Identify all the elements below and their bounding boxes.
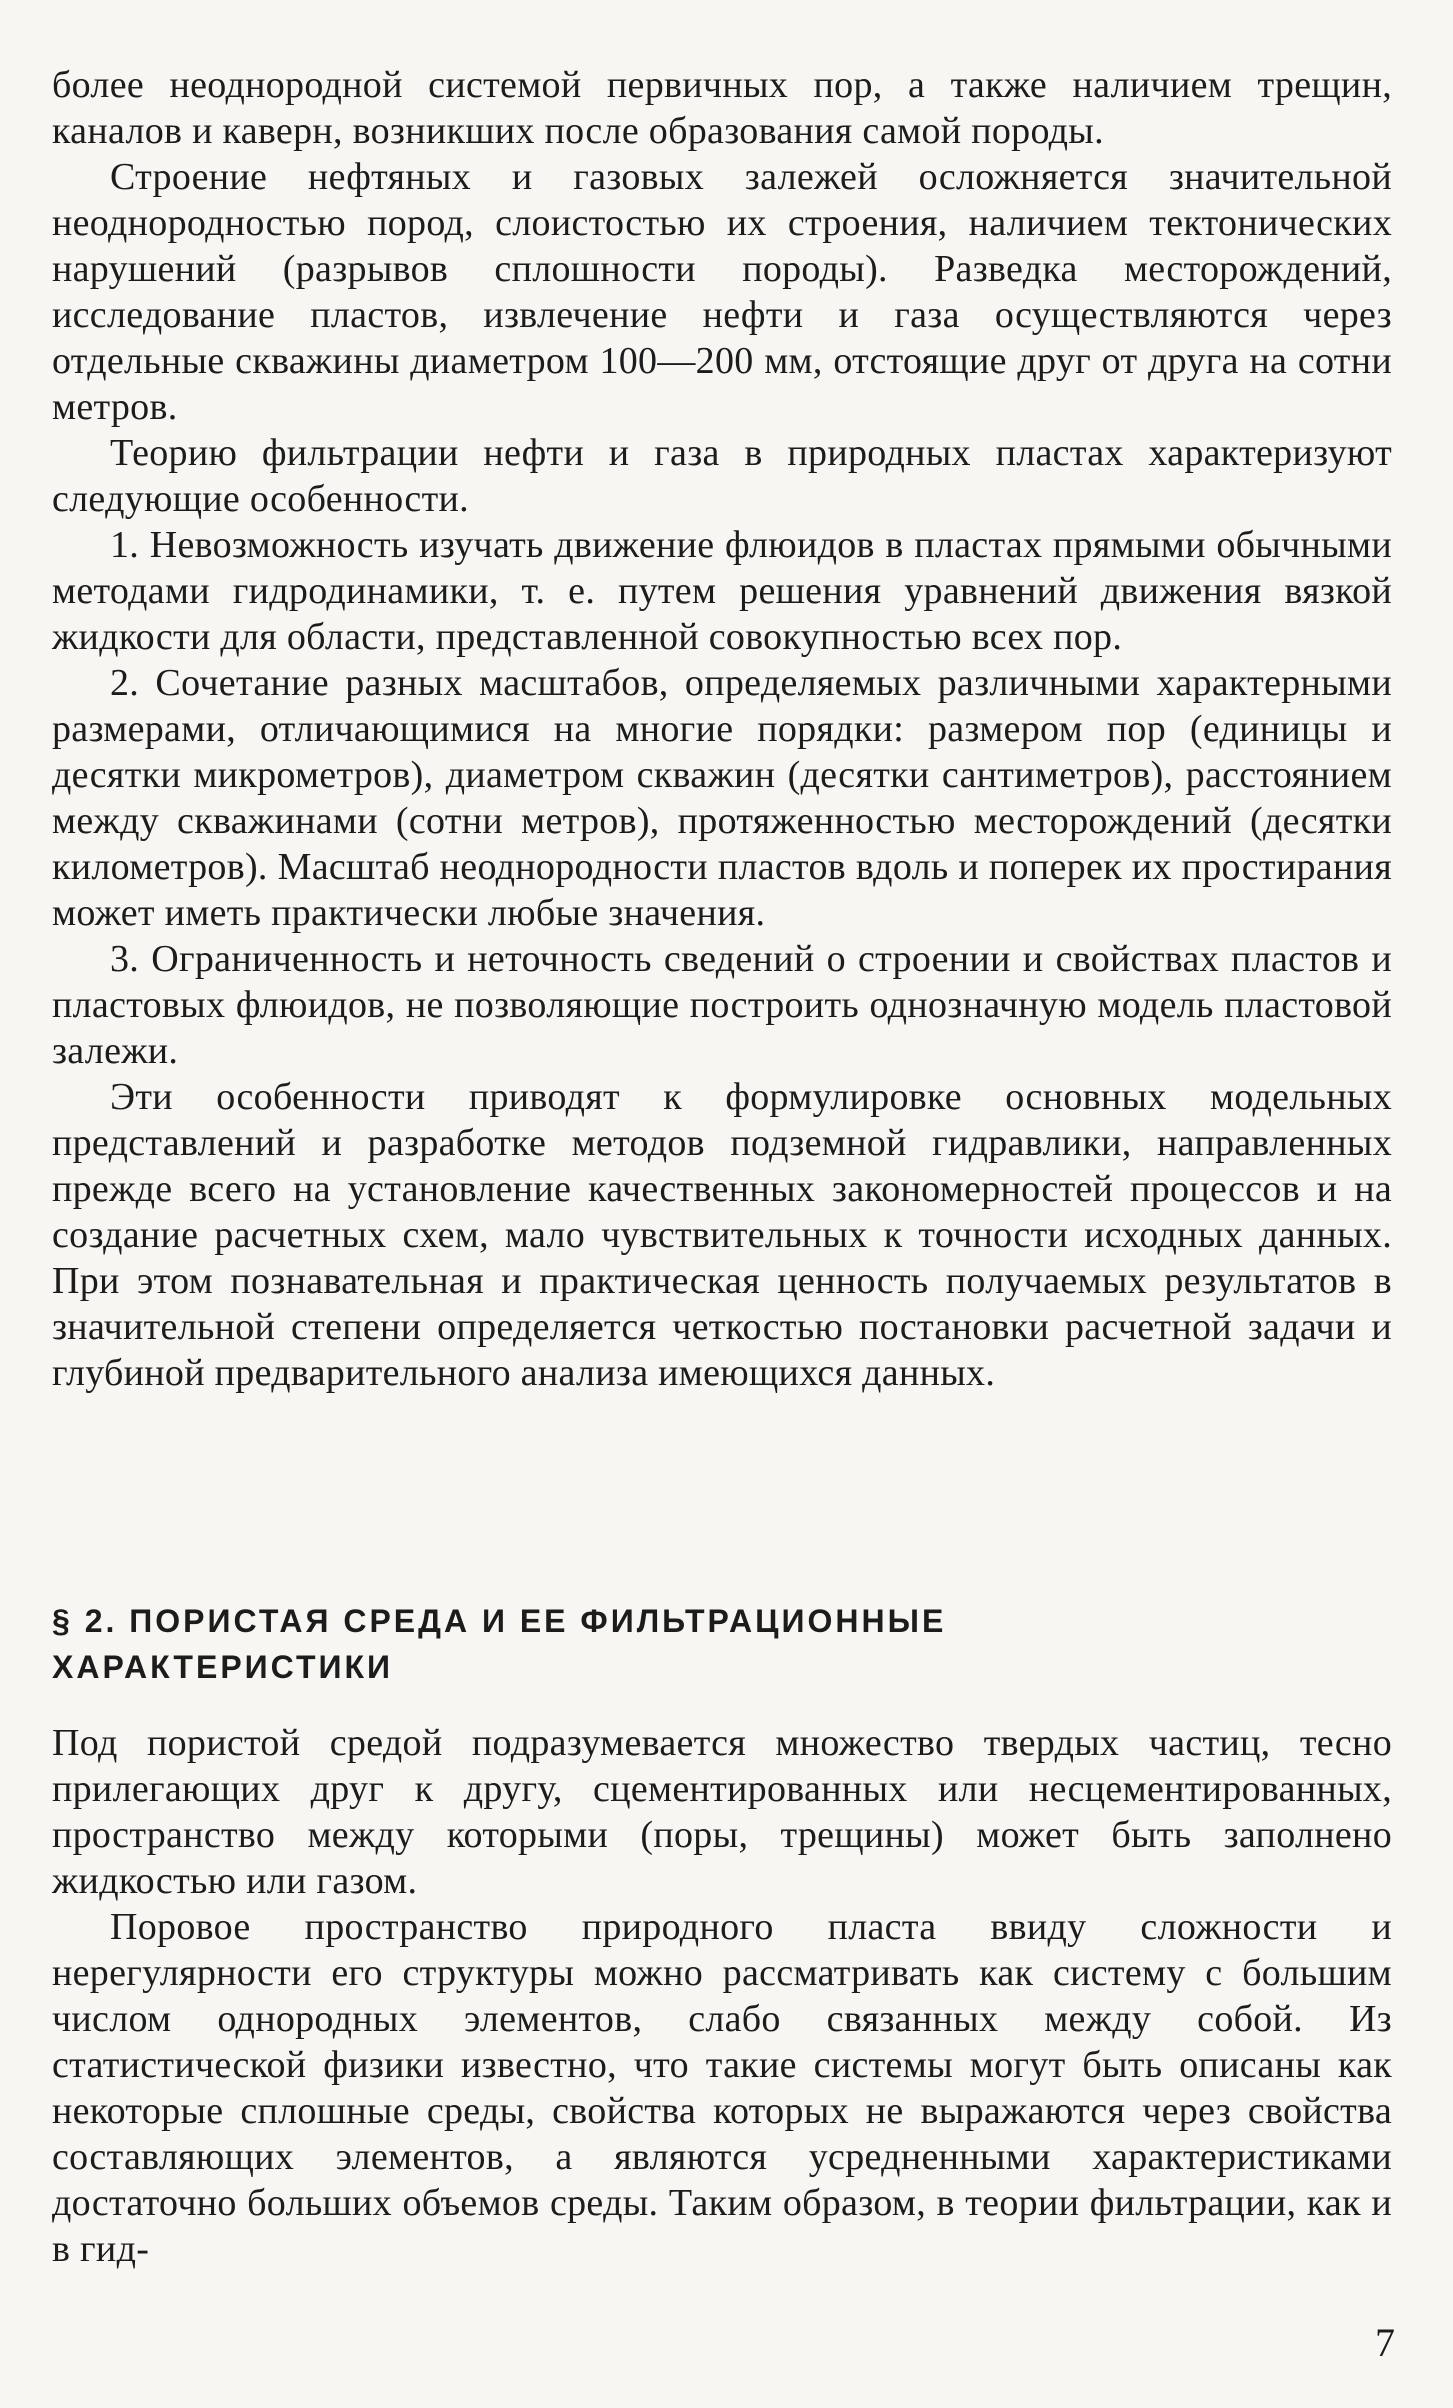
page-number: 7 [1375,2320,1395,2365]
section-heading [52,1598,1392,1690]
paragraph-conclusion: Эти особенности приводят к формулировке основных модельных представлений и разработке методов подземной гидравлики, направленных прежде всего на установление качественных закономерностей процессов и на создание расчетных схем, мало чувствительных к точности исходных данных. При этом познавательная и практическая ценность получаемых результатов в значительной степени определяется четкостью постановки расчетной задачи и глубиной предварительного анализа имеющихся данных. [52,1076,1392,1394]
paragraph-continuation: более неоднородной системой первичных пор, а также наличием трещин, каналов и каверн, возникших после образования самой породы. [52,64,1392,152]
paragraph-theory-features-intro: Теорию фильтрации нефти и газа в природных пластах характеризуют следующие особенности. [52,432,1392,520]
text-block-top [52,62,1392,1396]
section-heading-line-1: § 2. ПОРИСТАЯ СРЕДА И ЕЕ ФИЛЬТРАЦИОННЫЕ [52,1603,947,1639]
paragraph-deposit-structure: Строение нефтяных и газовых залежей осложняется значительной неоднородностью пород, слоистостью их строения, наличием тектонических нарушений (разрывов сплошности породы). Разведка месторождений, исследование пластов, извлечение нефти и газа осуществляются через отдельные скважины диаметром 100—200 мм, отстоящие друг от друга на сотни метров. [52,156,1392,428]
list-item-3: 3. Ограниченность и неточность сведений о строении и свойствах пластов и пластовых флюидов, не позволяющие построить однозначную модель пластовой залежи. [52,938,1392,1072]
list-item-2: 2. Сочетание разных масштабов, определяемых различными характерными размерами, отличающимися на многие порядки: размером пор (единицы и десятки микрометров), диаметром скважин (десятки сантиметров), расстоянием между скважинами (сотни метров), протяженностью месторождений (десятки километров). Масштаб неоднородности пластов вдоль и поперек их простирания может иметь практически любые значения. [52,662,1392,934]
list-item-1: 1. Невозможность изучать движение флюидов в пластах прямыми обычными методами гидродинамики, т. е. путем решения уравнений движения вязкой жидкости для области, представленной совокупностью всех пор. [52,524,1392,658]
section-heading-line-2: ХАРАКТЕРИСТИКИ [52,1649,394,1685]
paragraph-pore-space: Поровое пространство природного пласта ввиду сложности и нерегулярности его структуры можно рассматривать как систему с большим числом однородных элементов, слабо связанных между собой. Из статистической физики известно, что такие системы могут быть описаны как некоторые сплошные среды, свойства которых не выражаются через свойства составляющих элементов, а являются усредненными характеристиками достаточно больших объемов среды. Таким образом, в теории фильтрации, как и в гид- [52,1906,1392,2270]
paragraph-porous-medium-definition: Под пористой средой подразумевается множество твердых частиц, тесно прилегающих друг к другу, сцементированных или несцементированных, пространство между которыми (поры, трещины) может быть заполнено жидкостью или газом. [52,1722,1392,1902]
text-block-bottom [52,1720,1392,2272]
